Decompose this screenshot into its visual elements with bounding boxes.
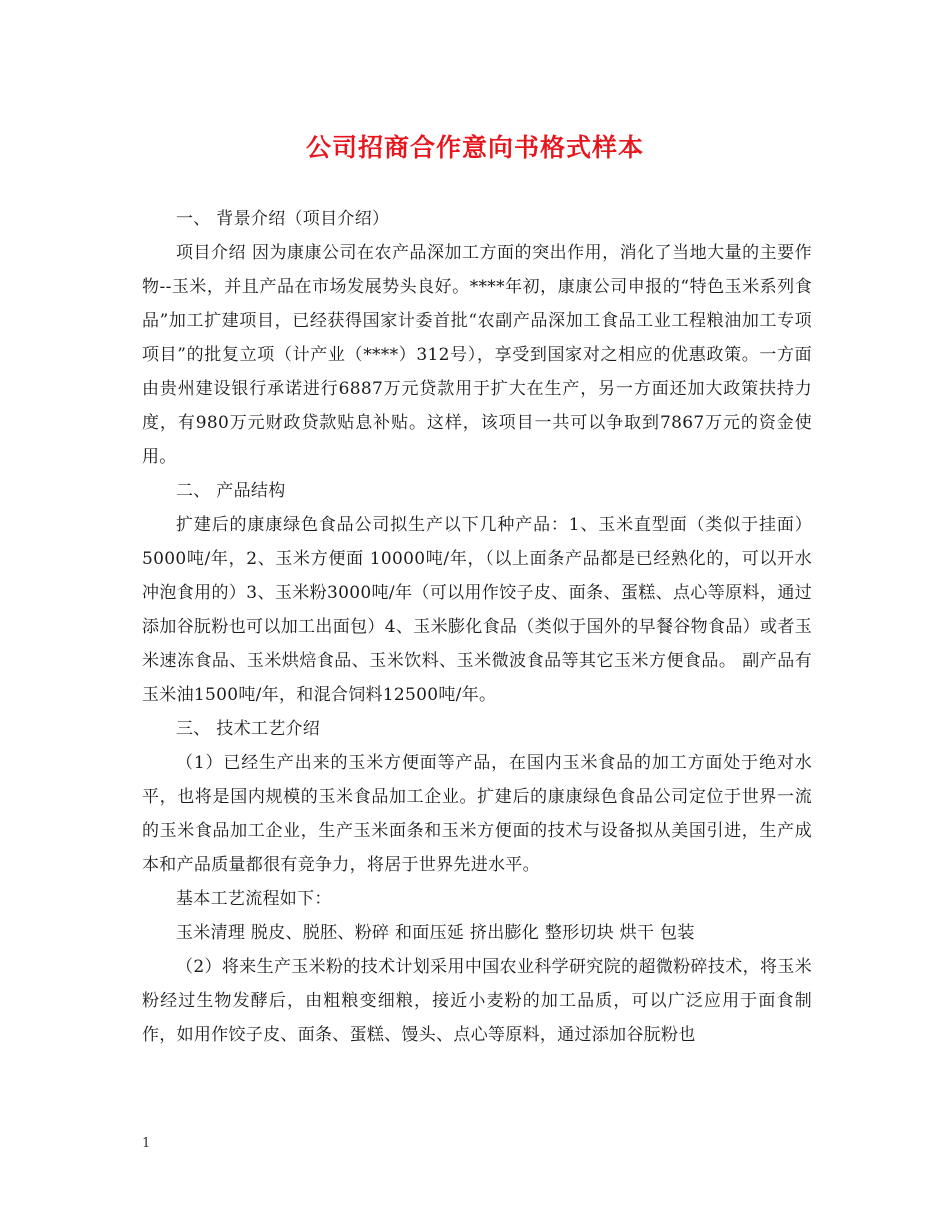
paragraph-process-intro: 基本工艺流程如下： (176, 889, 332, 909)
paragraph-product-structure: 扩建后的康康绿色食品公司拟生产以下几种产品：1、玉米直型面（类似于挂面）5000吨/年，2、玉米方便面 10000吨/年，（以上面条产品都是已经熟化的，可以开水冲泡食用的）3、玉米粉3000吨/年（可以用作饺子皮、面条、蛋糕、点心等原料，通过添加谷朊粉也可以加工出面包）4、玉米膨化食品（类似于国外的早餐谷物食品）或者玉米速冻食品、玉米烘焙食品、玉米饮料、玉米微波食品等其它玉米方便食品。 副产品有玉米油1500吨/年，和混合饲料12500吨/年。 (142, 515, 812, 705)
section-heading-product-structure: 二、 产品结构 (176, 481, 286, 501)
section-heading-technology: 三、 技术工艺介绍 (176, 719, 321, 739)
paragraph-process-flow: 玉米清理 脱皮、脱胚、粉碎 和面压延 挤出膨化 整形切块 烘干 包装 (176, 923, 695, 943)
paragraph-technology-2: （2）将来生产玉米粉的技术计划采用中国农业科学研究院的超微粉碎技术，将玉米粉经过生物发酵后，由粗粮变细粮，接近小麦粉的加工品质，可以广泛应用于面食制作，如用作饺子皮、面条、蛋糕、馒头、点心等原料，通过添加谷朊粉也 (142, 957, 812, 1045)
page-number: 1 (142, 1136, 151, 1151)
document-title: 公司招商合作意向书格式样本 (305, 133, 644, 162)
paragraph-technology-1: （1）已经生产出来的玉米方便面等产品，在国内玉米食品的加工方面处于绝对水平，也将是国内规模的玉米食品加工企业。扩建后的康康绿色食品公司定位于世界一流的玉米食品加工企业，生产玉米面条和玉米方便面的技术与设备拟从美国引进，生产成本和产品质量都很有竞争力，将居于世界先进水平。 (142, 753, 812, 875)
document-body (142, 202, 812, 1052)
paragraph-project-intro: 项目介绍 因为康康公司在农产品深加工方面的突出作用，消化了当地大量的主要作物--玉米，并且产品在市场发展势头良好。****年初，康康公司申报的“特色玉米系列食品”加工扩建项目，已经获得国家计委首批“农副产品深加工食品工业工程粮油加工专项项目”的批复立项（计产业（****）312号），享受到国家对之相应的优惠政策。一方面由贵州建设银行承诺进行6887万元贷款用于扩大在生产，另一方面还加大政策扶持力度，有980万元财政贷款贴息补贴。这样，该项目一共可以争取到7867万元的资金使用。 (142, 243, 812, 467)
section-heading-background: 一、 背景介绍（项目介绍） (176, 209, 390, 229)
